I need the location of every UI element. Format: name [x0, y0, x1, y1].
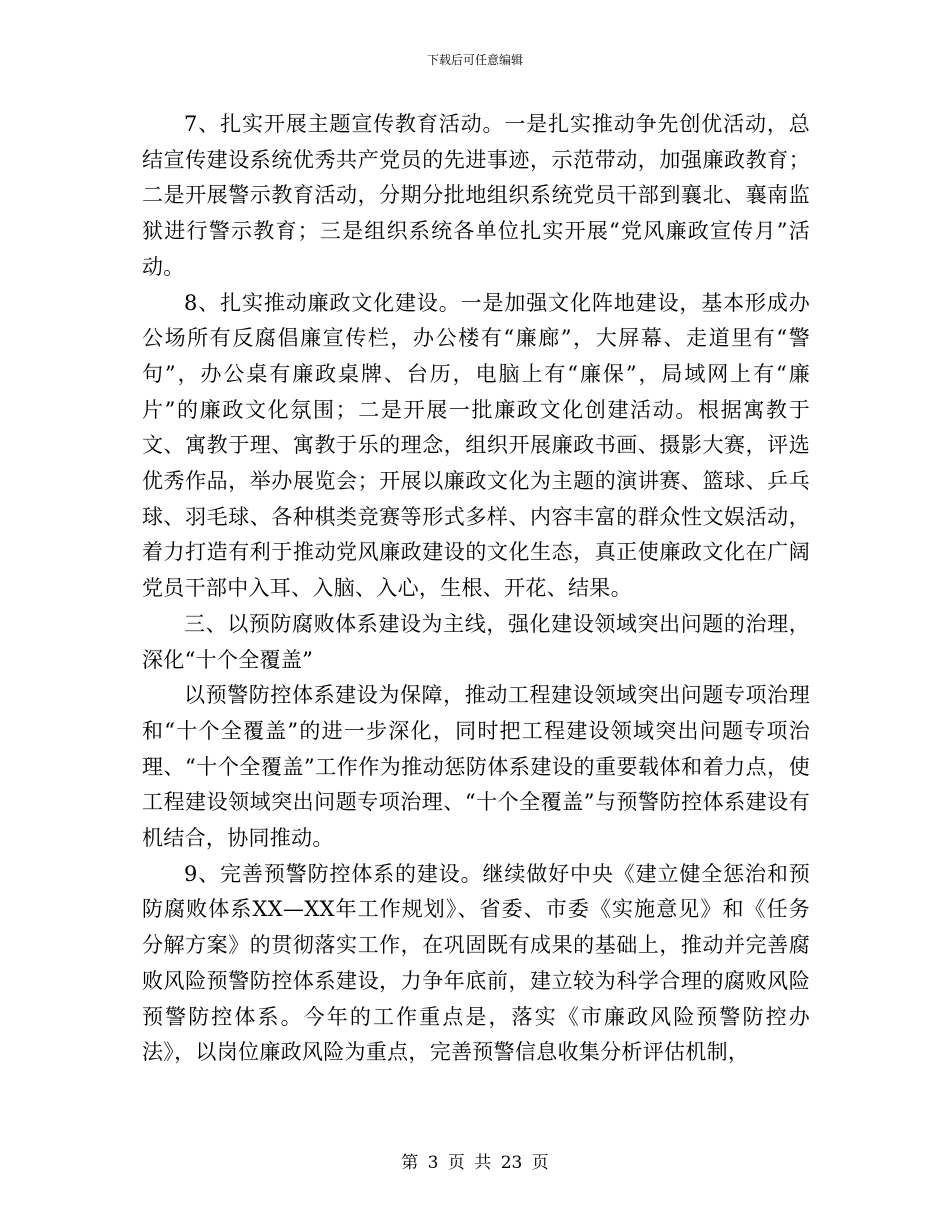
paragraph-item-7: 7、扎实开展主题宣传教育活动。一是扎实推动争先创优活动，总结宣传建设系统优秀共产党员的先进事迹，示范带动，加强廉政教育；二是开展警示教育活动，分期分批地组织系统党员干部到襄北、襄南监狱进行警示教育；三是组织系统各单位扎实开展“党风廉政宣传月”活动。	[142, 112, 810, 279]
document-body	[142, 107, 810, 1071]
page-number-footer: 第 3 页 共 23 页	[401, 1153, 549, 1173]
paragraph-item-8: 8、扎实推动廉政文化建设。一是加强文化阵地建设，基本形成办公场所有反腐倡廉宣传栏，办公楼有“廉廊”，大屏幕、走道里有“警句”，办公桌有廉政桌牌、台历，电脑上有“廉保”，局域网上有“廉片”的廉政文化氛围；二是开展一批廉政文化创建活动。根据寓教于文、寓教于理、寓教于乐的理念，组织开展廉政书画、摄影大赛，评选优秀作品，举办展览会；开展以廉政文化为主题的演讲赛、篮球、乒乓球、羽毛球、各种棋类竞赛等形式多样、内容丰富的群众性文娱活动，着力打造有利于推动党风廉政建设的文化生态，真正使廉政文化在广阔党员干部中入耳、入脑、入心，生根、开花、结果。	[142, 290, 810, 601]
paragraph-section-intro: 以预警防控体系建设为保障，推动工程建设领域突出问题专项治理和“十个全覆盖”的进一步深化，同时把工程建设领域突出问题专项治理、“十个全覆盖”工作作为推动惩防体系建设的重要载体和着力点，使工程建设领域突出问题专项治理、“十个全覆盖”与预警防控体系建设有机结合，协同推动。	[142, 683, 810, 851]
page-header-note: 下载后可任意编辑	[426, 53, 523, 67]
paragraph-item-9: 9、完善预警防控体系的建设。继续做好中央《建立健全惩治和预防腐败体系XX—XX年工作规划》、省委、市委《实施意见》和《任务分解方案》的贯彻落实工作，在巩固既有成果的基础上，推动并完善腐败风险预警防控体系建设，力争年底前，建立较为科学合理的腐败风险预警防控体系。今年的工作重点是，落实《市廉政风险预警防控办法》，以岗位廉政风险为重点，完善预警信息收集分析评估机制，	[142, 861, 810, 1065]
section-heading-3: 三、以预防腐败体系建设为主线，强化建设领域突出问题的治理，深化“十个全覆盖”	[142, 611, 810, 672]
